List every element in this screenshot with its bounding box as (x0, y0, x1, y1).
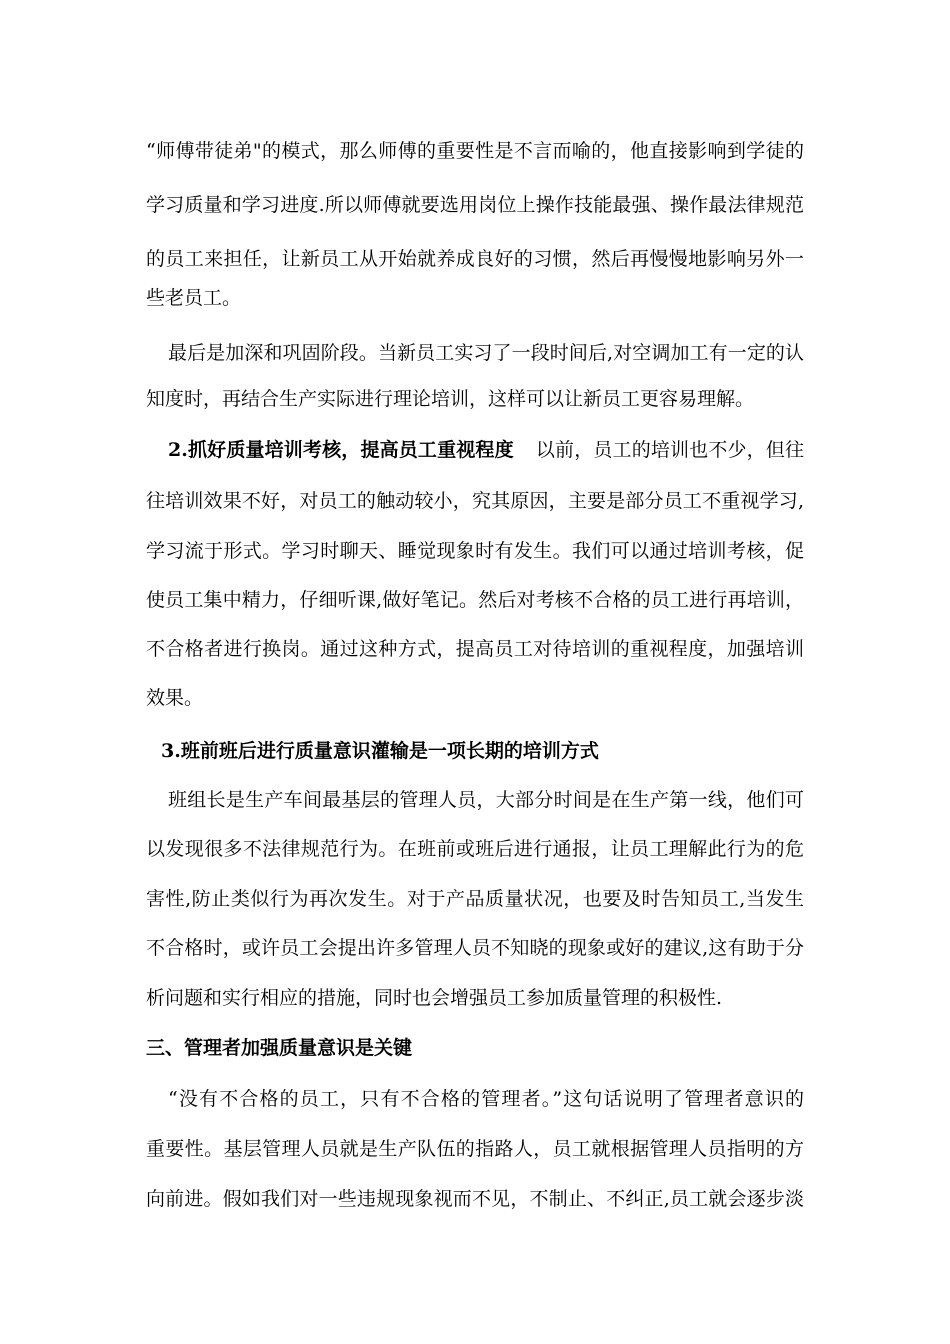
body-text-line: “没有不合格的员工，只有不合格的管理者。”这句话说明了管理者意识的 (168, 1088, 804, 1110)
body-text-line: 往培训效果不好，对员工的触动较小，究其原因，主要是部分员工不重视学习, (146, 490, 804, 512)
body-text-line: 班组长是生产车间最基层的管理人员，大部分时间是在生产第一线，他们可 (168, 789, 804, 811)
body-text-line: 不合格时，或许员工会提出许多管理人员不知晓的现象或好的建议,这有助于分 (146, 937, 804, 959)
body-text: 以前，员工的培训也不少，但往 (535, 439, 804, 461)
body-text-line: 的员工来担任，让新员工从开始就养成良好的习惯，然后再慢慢地影响另外一 (146, 248, 804, 270)
body-text-line: “师傅带徒弟"的模式，那么师傅的重要性是不言而喻的，他直接影响到学徒的 (146, 140, 804, 162)
body-text-line: 知度时，再结合生产实际进行理论培训，这样可以让新员工更容易理解。 (146, 388, 755, 410)
section-heading: 三、管理者加强质量意识是关键 (146, 1037, 413, 1059)
body-text-line: 学习质量和学习进度.所以师傅就要选用岗位上操作技能最强、操作最法律规范 (146, 194, 804, 216)
body-text-line: 些老员工。 (146, 287, 242, 309)
section-heading: 2.抓好质量培训考核，提高员工重视程度 (168, 439, 514, 461)
body-text-line: 重要性。基层管理人员就是生产队伍的指路人，员工就根据管理人员指明的方 (146, 1138, 804, 1160)
body-text-line: 效果。 (146, 687, 204, 709)
body-text-line (168, 430, 804, 470)
body-text-line: 以发现很多不法律规范行为。在班前或班后进行通报，让员工理解此行为的危 (146, 838, 804, 860)
body-text-line: 不合格者进行换岗。通过这种方式，提高员工对待培训的重视程度，加强培训 (146, 638, 804, 660)
body-text-line: 最后是加深和巩固阶段。当新员工实习了一段时间后,对空调加工有一定的认 (168, 342, 804, 364)
body-text-line: 使员工集中精力，仔细听课,做好笔记。然后对考核不合格的员工进行再培训， (146, 589, 804, 611)
body-text-line: 害性,防止类似行为再次发生。对于产品质量状况，也要及时告知员工,当发生 (146, 888, 804, 910)
body-text-line: 析问题和实行相应的措施，同时也会增强员工参加质量管理的积极性. (146, 987, 723, 1009)
body-text-line: 向前进。假如我们对一些违规现象视而不见，不制止、不纠正,员工就会逐步淡 (146, 1188, 804, 1210)
body-text-line: 学习流于形式。学习时聊天、睡觉现象时有发生。我们可以通过培训考核，促 (146, 540, 804, 562)
section-heading: 3.班前班后进行质量意识灌输是一项长期的培训方式 (161, 740, 599, 762)
